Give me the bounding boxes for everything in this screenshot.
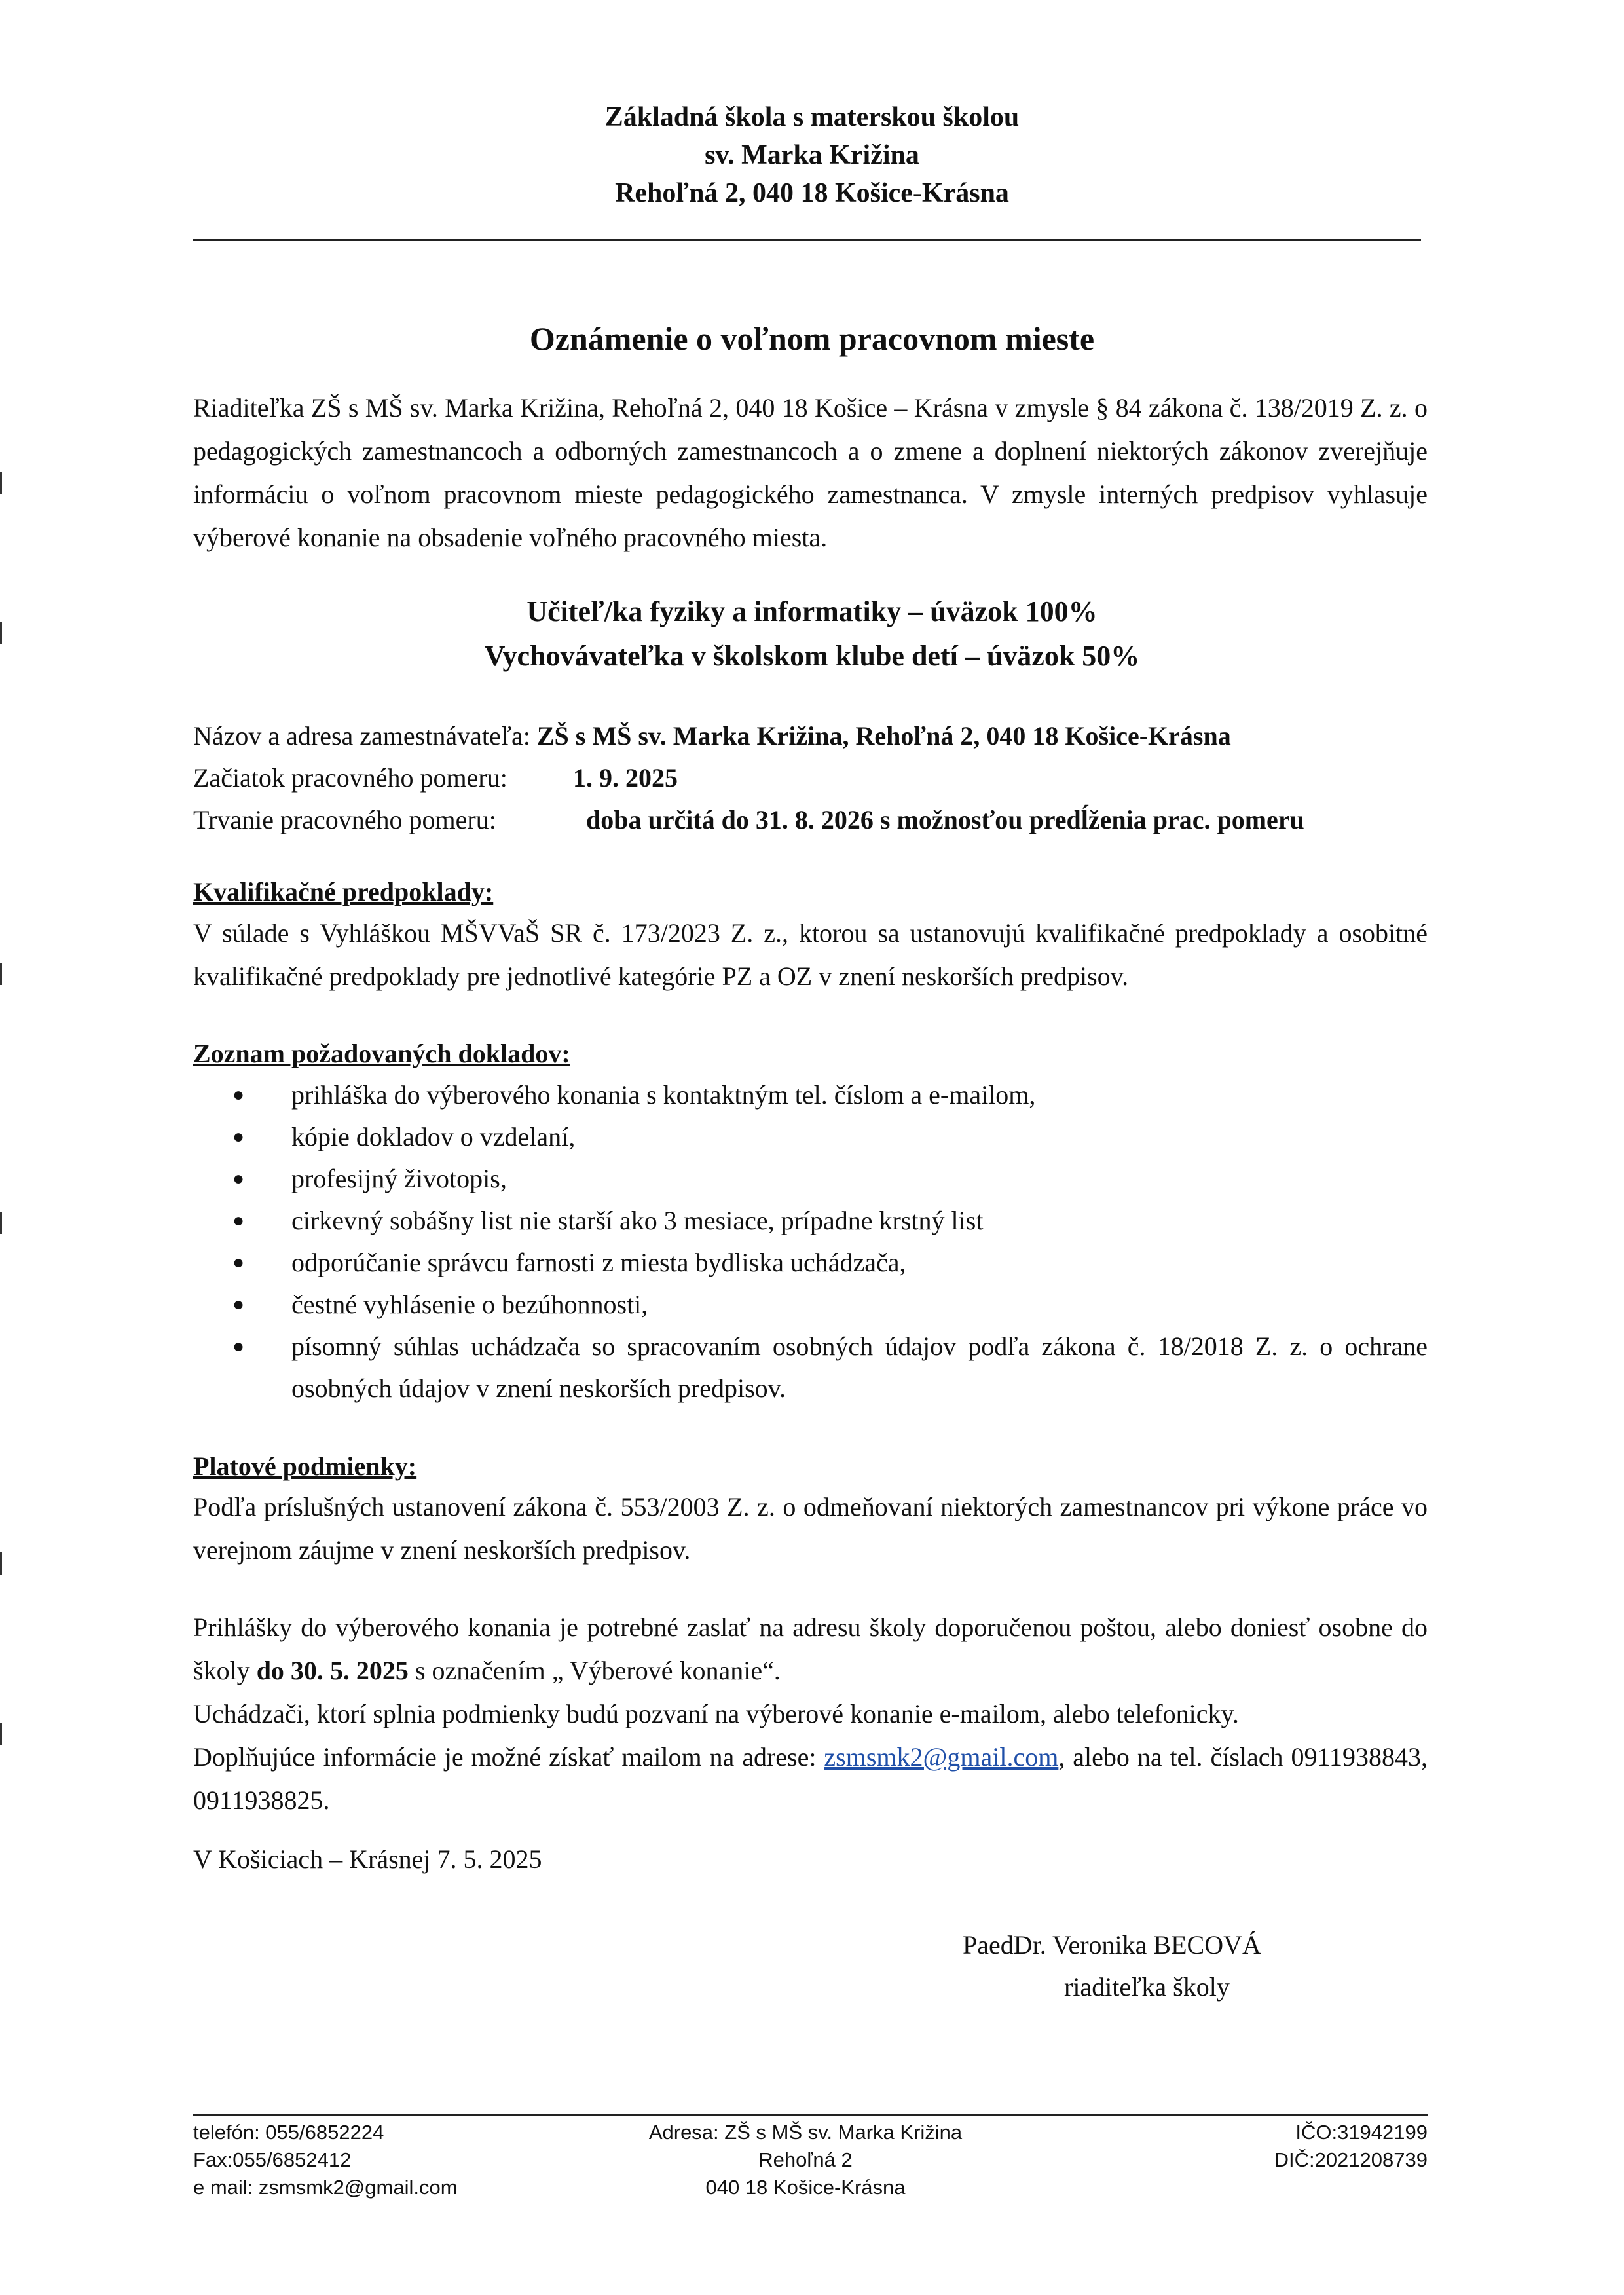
- footer-phone: telefón: 055/6852224: [193, 2121, 384, 2144]
- email-link[interactable]: zsmsmk2@gmail.com: [824, 1742, 1059, 1772]
- position-2: Vychovávateľka v školskom klube detí – úväzok 50%: [484, 640, 1140, 672]
- list-item: ● prihláška do výberového konania s kontaktným tel. číslom a e-mailom,: [232, 1074, 1428, 1116]
- qualification-heading: Kvalifikačné predpoklady:: [193, 877, 494, 906]
- school-address: Rehoľná 2, 040 18 Košice-Krásna: [615, 178, 1009, 208]
- scan-edge-mark: [0, 963, 2, 985]
- footer-ico: IČO:31942199: [1295, 2121, 1428, 2144]
- school-header: [0, 98, 1624, 212]
- list-item: ● odporúčanie správcu farnosti z miesta bydliska uchádzača,: [232, 1242, 1428, 1284]
- documents-heading: Zoznam požadovaných dokladov:: [193, 1039, 570, 1068]
- signature-block: [963, 1924, 1356, 2008]
- signatory-title: riaditeľka školy: [1064, 1972, 1230, 2002]
- positions-block: [0, 589, 1624, 679]
- footer-dic: DIČ:2021208739: [1274, 2148, 1428, 2171]
- duration-label: Trvanie pracovného pomeru:: [193, 805, 496, 834]
- duration-value: doba určitá do 31. 8. 2026 s možnosťou predĺženia prac. pomeru: [586, 805, 1304, 834]
- employer-label: Názov a adresa zamestnávateľa:: [193, 721, 530, 751]
- application-paragraph-3: Doplňujúce informácie je možné získať mailom na adrese: zsmsmk2@gmail.com, alebo na tel. číslach 0911938843, 0911938825.: [193, 1742, 1428, 1815]
- footer-contact: [193, 2119, 458, 2201]
- documents-list: [232, 1074, 1428, 1409]
- intro-paragraph: Riaditeľka ZŠ s MŠ sv. Marka Križina, Rehoľná 2, 040 18 Košice – Krásna v zmysle § 84 zákona č. 138/2019 Z. z. o pedagogických zamestnancoch a odborných zamestnancoch a o zmene a doplnení niektorých zákonov zverejňuje informáciu o voľnom pracovnom mieste pedagogického zamestnanca. V zmysle interných predpisov vyhlasuje výberové konanie na obsadenie voľného pracovného miesta.: [193, 393, 1428, 552]
- bullet-icon: ●: [232, 1294, 245, 1315]
- place-date: V Košiciach – Krásnej 7. 5. 2025: [193, 1844, 542, 1874]
- header-divider: [193, 239, 1421, 241]
- bullet-icon: ●: [232, 1126, 245, 1148]
- bullet-icon: ●: [232, 1210, 245, 1231]
- list-item: ● písomný súhlas uchádzača so spracovaním osobných údajov podľa zákona č. 18/2018 Z. z. o ochrane osobných údajov v znení neskorších predpisov.: [232, 1326, 1428, 1409]
- scan-edge-mark: [0, 1552, 2, 1575]
- scan-edge-mark: [0, 622, 2, 644]
- footer-ids: [1107, 2119, 1428, 2174]
- document-title: Oznámenie o voľnom pracovnom mieste: [529, 320, 1095, 357]
- school-name: Základná škola s materskou školou: [604, 102, 1020, 132]
- start-date-label: Začiatok pracovného pomeru:: [193, 763, 507, 793]
- position-1: Učiteľ/ka fyziky a informatiky – úväzok 100%: [526, 595, 1098, 627]
- scan-edge-mark: [0, 472, 2, 494]
- salary-heading: Platové podmienky:: [193, 1451, 417, 1481]
- list-item: ● kópie dokladov o vzdelaní,: [232, 1116, 1428, 1158]
- signatory-name: PaedDr. Veronika BECOVÁ: [963, 1930, 1261, 1960]
- bullet-icon: ●: [232, 1084, 245, 1106]
- school-patron: sv. Marka Križina: [705, 140, 919, 170]
- qualification-text: V súlade s Vyhláškou MŠVVaŠ SR č. 173/2023 Z. z., ktorou sa ustanovujú kvalifikačné predpoklady a osobitné kvalifikačné predpoklady pre jednotlivé kategórie PZ a OZ v znení neskorších predpisov.: [193, 918, 1428, 991]
- start-date-value: 1. 9. 2025: [573, 763, 678, 793]
- bullet-icon: ●: [232, 1168, 245, 1189]
- list-item: ● cirkevný sobášny list nie starší ako 3 mesiace, prípadne krstný list: [232, 1200, 1428, 1242]
- start-date-row: [193, 757, 1304, 799]
- bullet-icon: ●: [232, 1252, 245, 1273]
- bullet-icon: ●: [232, 1335, 245, 1357]
- application-info: [193, 1606, 1428, 1822]
- employer-row: [193, 715, 1304, 757]
- application-paragraph-2: Uchádzači, ktorí splnia podmienky budú pozvaní na výberové konanie e-mailom, alebo telefonicky.: [193, 1699, 1239, 1728]
- duration-row: [193, 799, 1304, 841]
- footer-divider: [193, 2114, 1428, 2116]
- employer-info: [193, 715, 1304, 841]
- salary-text: Podľa príslušných ustanovení zákona č. 553/2003 Z. z. o odmeňovaní niektorých zamestnancov pri výkone práce vo verejnom záujme v znení neskorších predpisov.: [193, 1492, 1428, 1565]
- list-item: ● profesijný životopis,: [232, 1158, 1428, 1200]
- footer-address: Adresa: ZŠ s MŠ sv. Marka Križina Rehoľná 2 040 18 Košice-Krásna: [648, 2121, 963, 2199]
- scan-edge-mark: [0, 1723, 2, 1745]
- application-paragraph-1: Prihlášky do výberového konania je potrebné zaslať na adresu školy doporučenou poštou, alebo doniesť osobne do školy do 30. 5. 2025 s označením „ Výberové konanie“.: [193, 1613, 1428, 1685]
- list-item: ● čestné vyhlásenie o bezúhonnosti,: [232, 1284, 1428, 1326]
- footer-fax: Fax:055/6852412: [193, 2148, 352, 2171]
- employer-value: ZŠ s MŠ sv. Marka Križina, Rehoľná 2, 040 18 Košice-Krásna: [536, 721, 1231, 751]
- deadline: do 30. 5. 2025: [256, 1656, 409, 1685]
- footer-email: e mail: zsmsmk2@gmail.com: [193, 2176, 458, 2199]
- scan-edge-mark: [0, 1212, 2, 1234]
